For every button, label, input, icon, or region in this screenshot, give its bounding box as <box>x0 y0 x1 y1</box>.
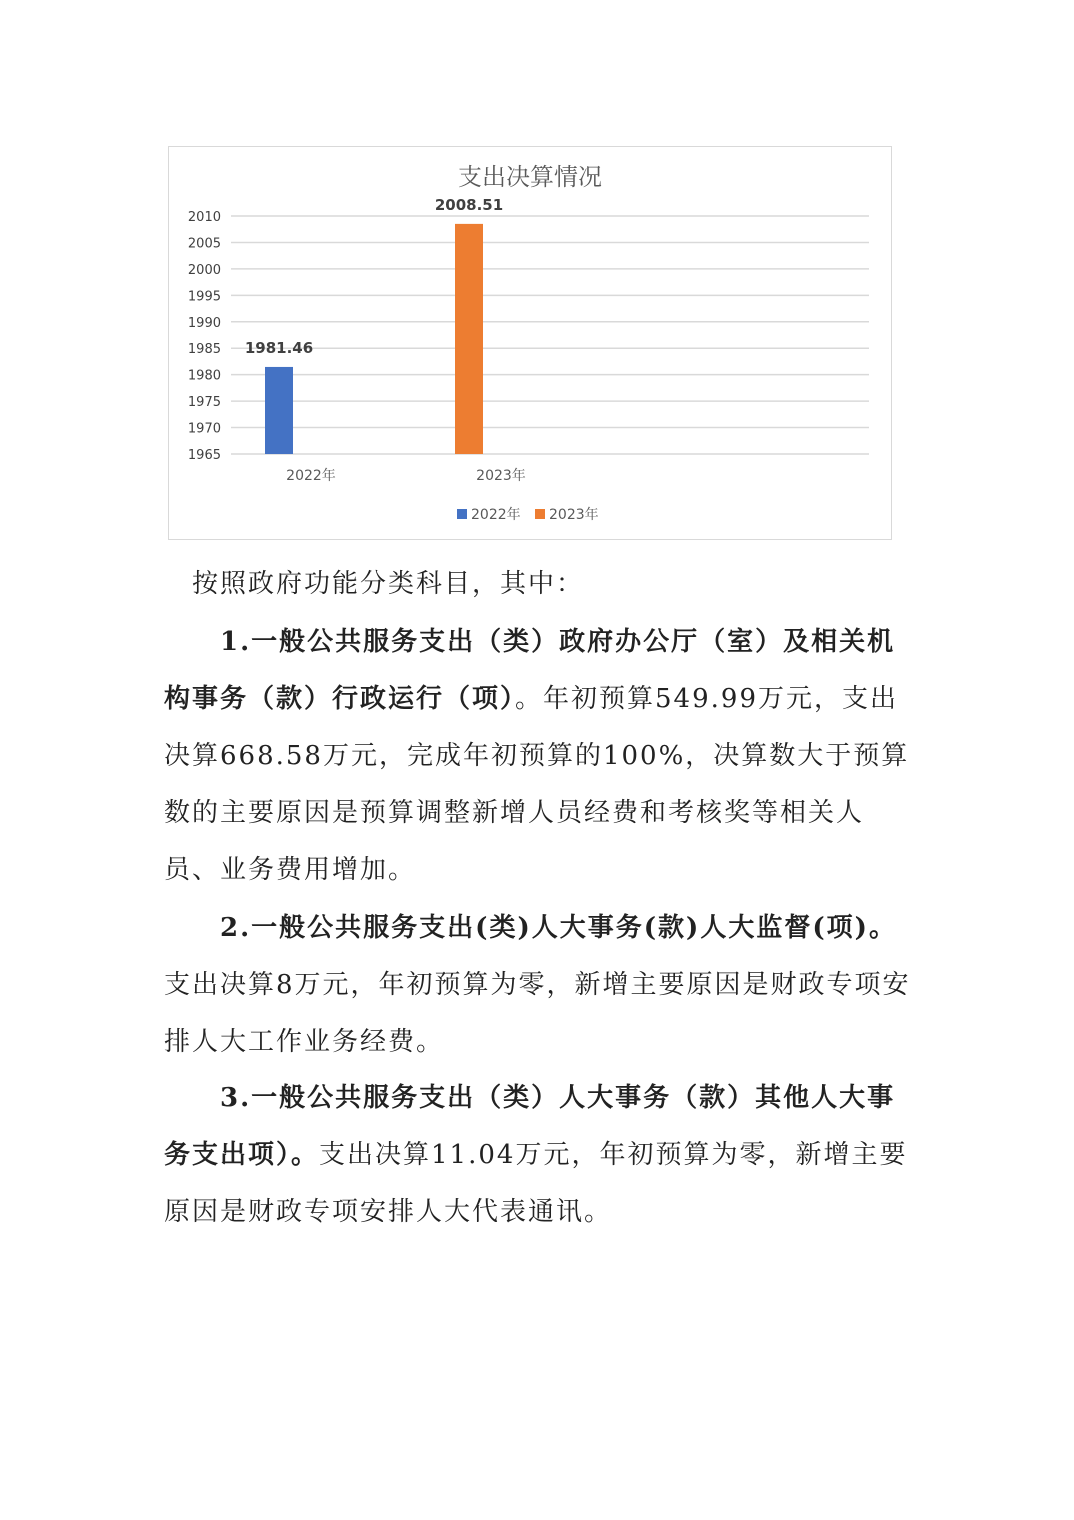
chart-bars <box>245 196 503 454</box>
bar-data-label: 2008.51 <box>434 195 504 214</box>
legend-label: 2022年 <box>471 507 521 523</box>
y-axis-ticks <box>188 210 221 463</box>
y-tick-label: 1990 <box>187 315 221 331</box>
expenditure-chart <box>168 146 892 540</box>
x-tick-label: 2022年 <box>286 468 336 484</box>
chart-gridlines <box>231 216 869 454</box>
item-2-paragraph <box>164 900 916 1071</box>
bar <box>455 224 483 454</box>
legend-label: 2023年 <box>549 507 599 523</box>
chart-legend <box>457 506 599 523</box>
item-2-body: 支出决算8万元，年初预算为零，新增主要原因是财政专项安排人大工作业务经费。 <box>164 970 911 1057</box>
item-3-body: 支出决算11.04万元，年初预算为零，新增主要原因是财政专项安排人大代表通讯。 <box>164 1140 908 1227</box>
chart-canvas <box>169 147 891 539</box>
x-axis-ticks <box>286 467 526 484</box>
y-tick-label: 1985 <box>187 342 221 358</box>
y-tick-label: 2005 <box>187 236 221 252</box>
y-tick-label: 1995 <box>187 289 221 305</box>
item-2-heading: 2.一般公共服务支出(类)人大事务(款)人大监督(项)。 <box>220 913 897 943</box>
legend-swatch <box>457 509 467 519</box>
item-1-heading: 1.一般公共服务支出（类）政府办公厅（室）及相关机构事务（款）行政运行（项） <box>164 627 896 714</box>
y-tick-label: 1965 <box>187 448 221 463</box>
bar-data-label: 1981.46 <box>244 338 314 357</box>
bar <box>265 367 293 454</box>
y-tick-label: 1975 <box>187 395 221 411</box>
chart-title: 支出决算情况 <box>458 163 602 191</box>
x-tick-label: 2023年 <box>476 468 526 484</box>
intro-paragraph: 按照政府功能分类科目，其中： <box>192 569 585 599</box>
item-1-body: 。年初预算549.99万元，支出决算668.58万元，完成年初预算的100%，决算数大于预算数的主要原因是预算调整新增人员经费和考核奖等相关人员、业务费用增加。 <box>164 684 910 885</box>
legend-swatch <box>535 509 545 519</box>
y-tick-label: 2010 <box>187 210 221 225</box>
item-3-paragraph <box>164 1070 916 1241</box>
y-tick-label: 2000 <box>187 262 221 278</box>
y-tick-label: 1970 <box>187 421 221 437</box>
item-3-heading: 3.一般公共服务支出（类）人大事务（款）其他人大事务支出项）。 <box>164 1083 896 1170</box>
item-1-paragraph <box>164 614 916 899</box>
y-tick-label: 1980 <box>187 368 221 384</box>
